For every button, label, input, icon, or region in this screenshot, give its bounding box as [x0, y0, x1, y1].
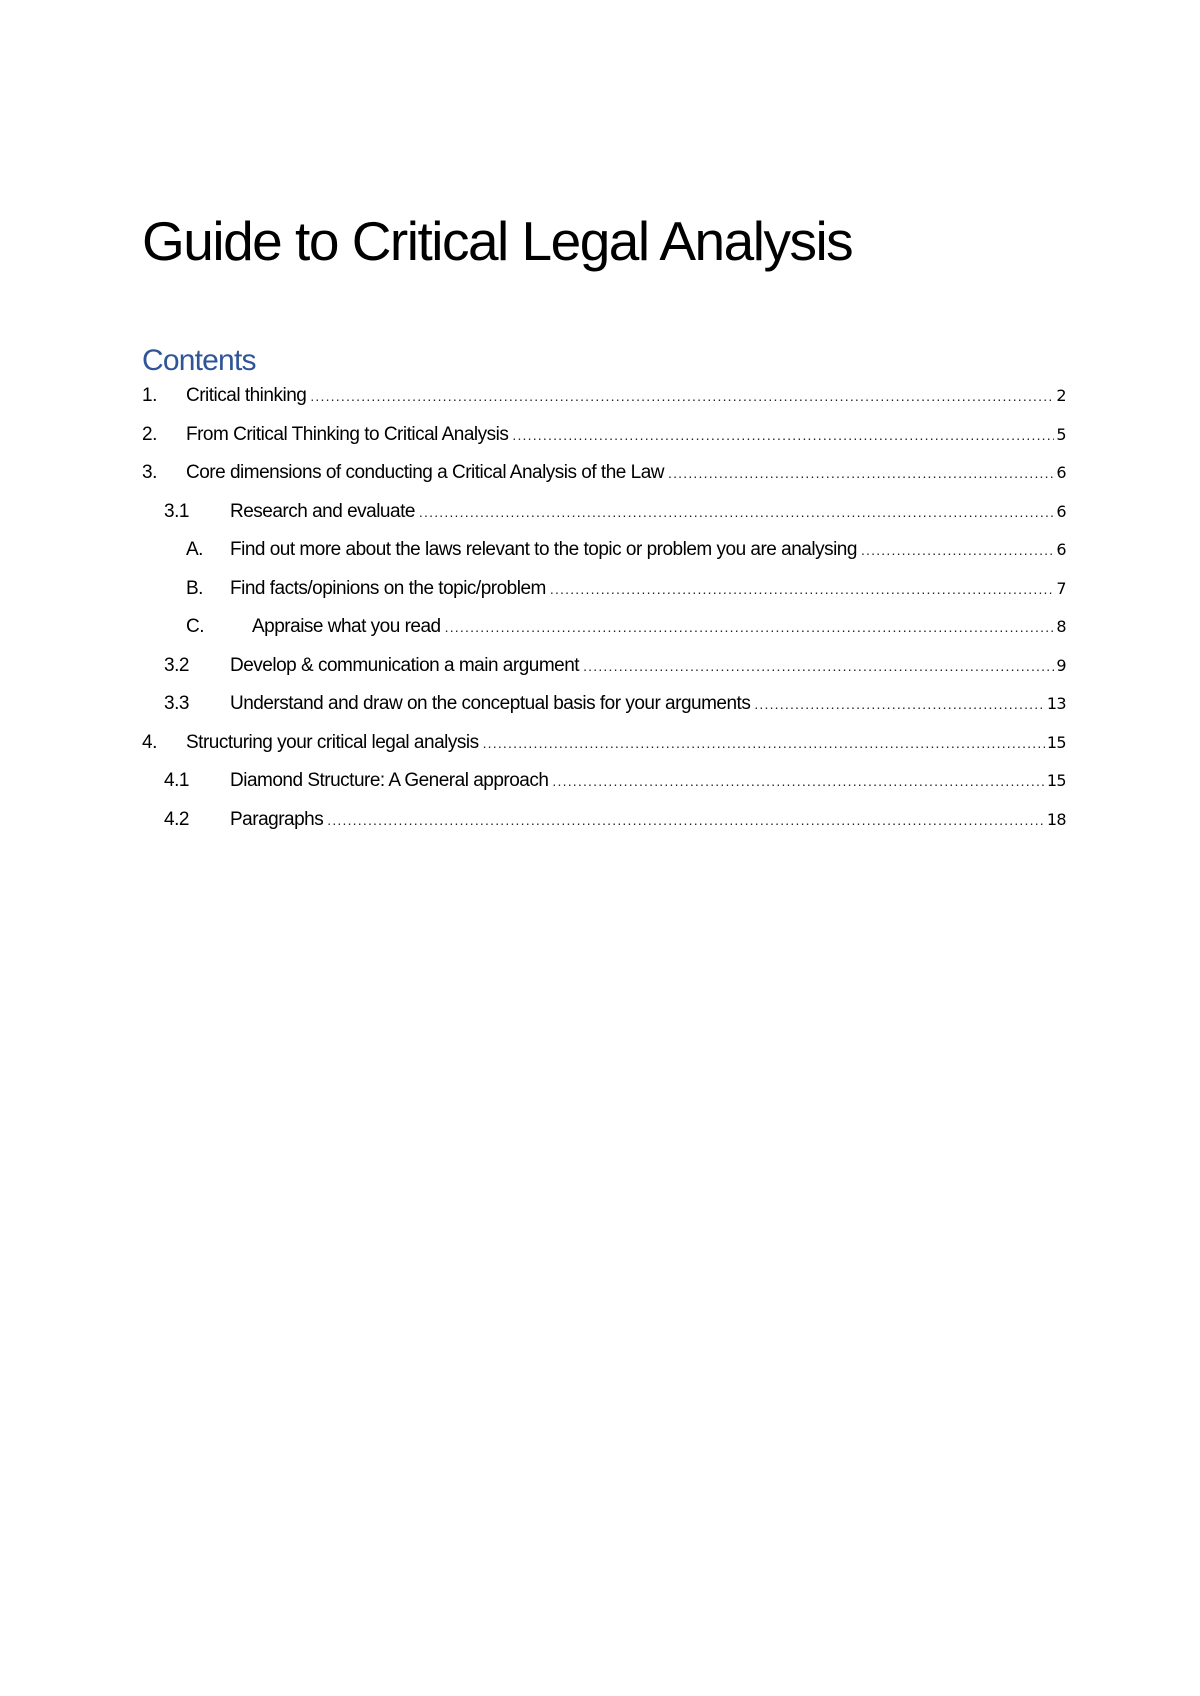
toc-entry-number: 3.1 — [164, 500, 189, 522]
toc-entry[interactable] — [142, 616, 1066, 655]
toc-entry-page: 6 — [1056, 540, 1066, 559]
toc-entry-label: Paragraphs — [230, 808, 324, 830]
table-of-contents — [142, 385, 1066, 847]
toc-dot-leader — [668, 465, 1054, 481]
toc-entry-number: 3.2 — [164, 654, 189, 676]
toc-entry[interactable] — [142, 809, 1066, 848]
toc-dot-leader — [552, 773, 1044, 789]
toc-entry-page: 6 — [1056, 463, 1066, 482]
toc-entry-page: 9 — [1056, 655, 1066, 675]
toc-entry[interactable] — [142, 578, 1066, 617]
toc-entry-label: Develop & communication a main argument — [230, 654, 580, 676]
toc-entry[interactable] — [142, 385, 1066, 424]
toc-entry[interactable] — [142, 770, 1066, 809]
toc-dot-leader — [583, 658, 1054, 674]
toc-entry-label: Structuring your critical legal analysis — [186, 731, 479, 753]
toc-entry-label: Critical thinking — [186, 385, 307, 406]
toc-entry-page: 8 — [1056, 617, 1066, 636]
toc-entry[interactable] — [142, 539, 1066, 578]
toc-entry-label: From Critical Thinking to Critical Analysis — [186, 423, 509, 445]
toc-entry-page: 15 — [1046, 771, 1066, 790]
toc-entry[interactable] — [142, 655, 1066, 694]
toc-entry[interactable] — [142, 462, 1066, 501]
toc-entry-page: 5 — [1056, 424, 1066, 444]
toc-entry-number: B. — [186, 577, 203, 599]
toc-dot-leader — [483, 735, 1045, 751]
toc-entry-number: 4.2 — [164, 808, 189, 830]
toc-entry-page: 6 — [1056, 501, 1066, 521]
toc-entry[interactable] — [142, 501, 1066, 540]
toc-dot-leader — [550, 581, 1055, 597]
toc-dot-leader — [419, 504, 1054, 520]
toc-dot-leader — [445, 619, 1055, 635]
toc-entry-label: Core dimensions of conducting a Critical Analysis of the Law — [186, 462, 664, 483]
toc-dot-leader — [754, 696, 1045, 712]
toc-dot-leader — [327, 812, 1045, 828]
toc-entry-label: Appraise what you read — [252, 616, 441, 637]
contents-heading: Contents — [142, 344, 256, 377]
toc-entry-number: 3.3 — [164, 693, 189, 714]
toc-dot-leader — [310, 388, 1054, 404]
toc-entry-label: Diamond Structure: A General approach — [230, 770, 549, 791]
toc-entry-number: A. — [186, 539, 203, 560]
toc-entry-number: 3. — [142, 462, 157, 483]
toc-entry-page: 13 — [1046, 694, 1066, 713]
toc-entry-page: 15 — [1046, 732, 1066, 752]
toc-entry-label: Understand and draw on the conceptual basis for your arguments — [230, 693, 751, 714]
toc-entry-number: C. — [186, 616, 204, 637]
toc-entry-number: 4. — [142, 731, 157, 753]
toc-entry[interactable] — [142, 732, 1066, 771]
toc-entry-label: Find out more about the laws relevant to the topic or problem you are analysing — [230, 539, 857, 560]
toc-entry[interactable] — [142, 693, 1066, 732]
toc-entry-number: 1. — [142, 385, 157, 406]
toc-dot-leader — [861, 542, 1054, 558]
toc-dot-leader — [512, 427, 1054, 443]
toc-entry-number: 2. — [142, 423, 157, 445]
document-title: Guide to Critical Legal Analysis — [142, 210, 853, 272]
toc-entry-label: Research and evaluate — [230, 500, 415, 522]
toc-entry-page: 18 — [1046, 809, 1066, 829]
toc-entry-page: 7 — [1056, 578, 1066, 598]
toc-entry-number: 4.1 — [164, 770, 189, 791]
toc-entry-label: Find facts/opinions on the topic/problem — [230, 577, 546, 599]
toc-entry[interactable] — [142, 424, 1066, 463]
toc-entry-page: 2 — [1056, 386, 1066, 405]
